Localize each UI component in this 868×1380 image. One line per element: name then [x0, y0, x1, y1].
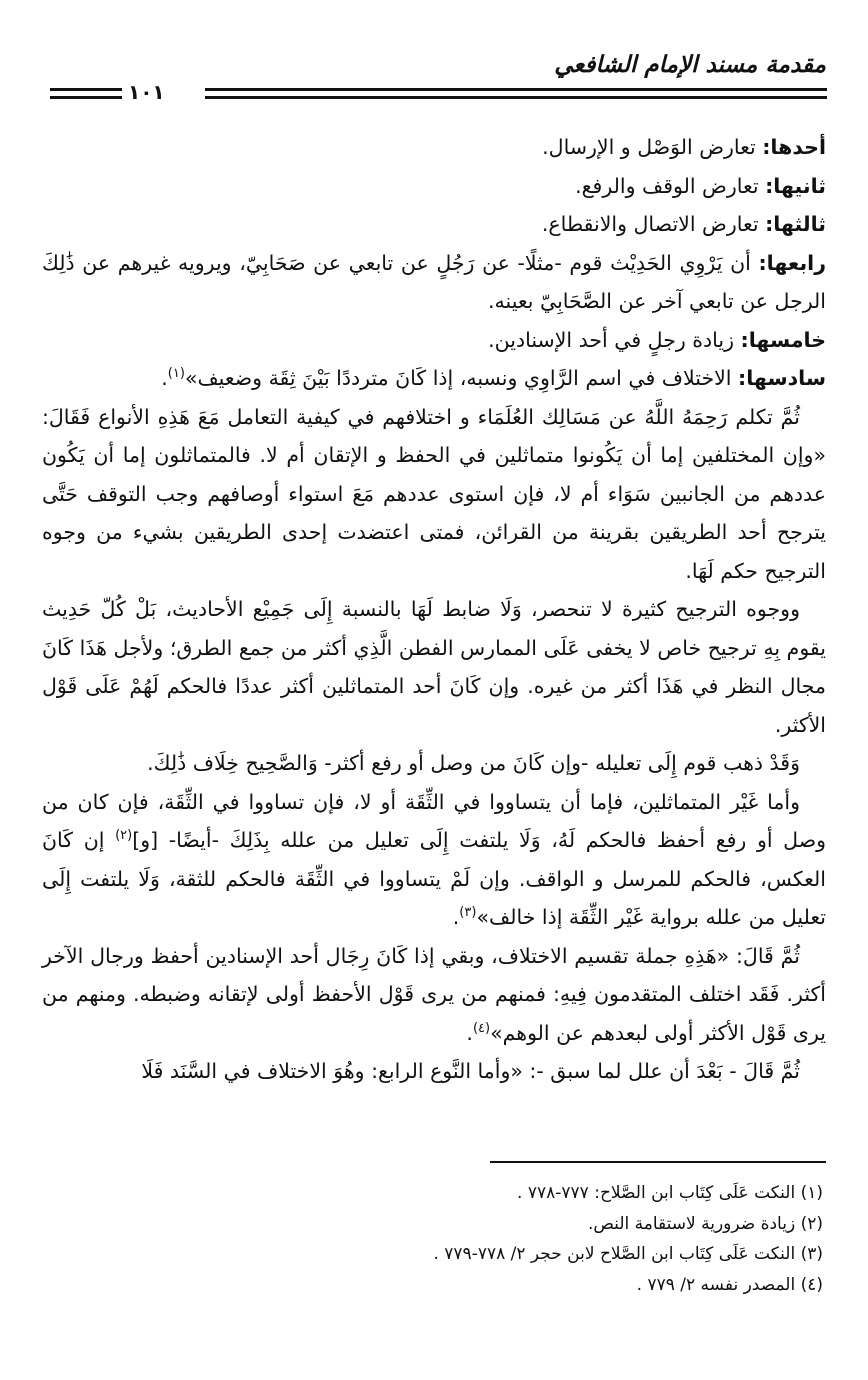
paragraph: وَقَدْ ذهب قوم إِلَى تعليله -وإن كَانَ من وصل أو رفع أكثر- وَالصَّحِيح خِلَاف ذَٰلِكَ. [147, 751, 800, 775]
footnote-ref[interactable]: (٣) [459, 905, 477, 921]
item-text: تعارض الاتصال والانقطاع. [541, 212, 766, 236]
item-label: رابعها: [758, 250, 826, 275]
paragraph [42, 783, 826, 937]
paragraph: ووجوه الترجيح كثيرة لا تنحصر، وَلَا ضابط لَهَا بالنسبة إِلَى جَمِيْع الأحاديث، بَلْ كُلّ حَدِيث يقوم بِهِ ترجيح خاص لا يخفى عَلَى الممارس الفطن الَّذِي أكثر من جمع الطرق؛ ولأجل هَذَا كَانَ مجال النظر في هَذَا أكثر من غيره. وإن كَانَ أحد المتماثلين أكثر عددًا فالحكم لَهُمْ عَلَى قَوْل الأكثر. [42, 597, 826, 737]
paragraph-text: ثُمَّ قَالَ: «هَذِهِ جملة تقسيم الاختلاف، وبقي إذا كَانَ رِجَال أحد الإسنادين أحفظ ورجال الآخر أكثر. فَقَد اختلف المتقدمون فِيهِ: فمنهم من يرى قَوْل الأحفظ أولى لإتقانه وضبطه. ومنهم من يرى قَوْل الأكثر أولى لبعدهم عن الوهم» [42, 943, 826, 1045]
footnote-ref[interactable]: (١) [167, 366, 185, 382]
footnote: (٣) النكت عَلَى كِتَاب ابن الصَّلاح لابن حجر ٢/ ٧٧٨-٧٧٩ . [433, 1244, 823, 1264]
item-text: تعارض الوقف والرفع. [575, 173, 766, 198]
footnote: (١) النكت عَلَى كِتَاب ابن الصَّلاح: ٧٧٧-٧٧٨ . [517, 1183, 823, 1203]
paragraph: ثُمَّ قَالَ - بَعْدَ أن علل لما سبق -: «وأما النَّوع الرابع: وهُوَ الاختلاف في السَّنَد فَلَا [141, 1059, 800, 1083]
footnote: (٤) المصدر نفسه ٢/ ٧٧٩ . [636, 1274, 823, 1295]
header-rule-left-bottom [50, 96, 122, 99]
page-number: ١٠١ [128, 80, 165, 104]
item-text: تعارض الوَصْل و الإرسال. [542, 135, 763, 159]
main-text [42, 128, 826, 1091]
list-item [42, 205, 826, 244]
paragraph-tail: . [466, 1020, 473, 1045]
list-item [42, 359, 826, 398]
item-label: خامسها: [740, 327, 826, 352]
paragraph-text: وأما غَيْر المتماثلين، فإما أن يتساووا في الثِّقَة أو لا، فإن تساووا في الثِّقَة، فإن كان من وصل أو رفع أحفظ فالحكم لَهُ، وَلَا يلتفت إِلَى تعليل من علله بِذَلِكَ -أيضًا- [و] [42, 789, 826, 852]
footnote-ref[interactable]: (٢) [115, 828, 133, 844]
list-item [42, 244, 826, 321]
list-item [42, 321, 826, 360]
list-item [42, 128, 826, 167]
footnote-ref[interactable]: (٤) [472, 1020, 491, 1036]
item-text: زيادة رجلٍ في أحد الإسنادين. [488, 327, 741, 352]
header-rule-right-bottom [205, 96, 827, 99]
item-label: أحدها: [762, 135, 826, 159]
list-item [42, 167, 826, 206]
paragraph-text: إن كَانَ العكس، فالحكم للمرسل و الواقف. وإن لَمْ يتساووا في الثِّقَة فالحكم للثقة، وَلَا يلتفت إِلَى تعليل من علله برواية غَيْر الثِّقَة إذا خالف» [42, 828, 826, 929]
item-label: ثالثها: [765, 212, 826, 236]
footnotes [123, 1178, 823, 1300]
item-text: أن يَرْوِي الحَدِيْث قوم -مثلًا- عن رَجُلٍ عن تابعي عن صَحَابِيّ، ويرويه غيرهم عن ذَٰلِكَ الرجل عن تابعي آخر عن الصَّحَابِيّ بعينه. [42, 250, 826, 313]
paragraph: ثُمَّ تكلم رَحِمَهُ اللَّهُ عن مَسَالِك العُلَمَاء و اختلافهم في كيفية التعامل مَعَ هَذِهِ الأنواع فَقَالَ: «وإن المختلفين إما أن يَكُونوا متماثلين في الحفظ و الإتقان أم لا. فالمتماثلون إما أن يَكُون عددهم من الجانبين سَوَاء أم لا، فإن استوى عددهم مَعَ استواء أوصافهم وجب التوقف حَتَّى يترجح أحد الطريقين بقرينة من القرائن، فمتى اعتضدت إحدى الطريقين بشيء من وجوه الترجيح حكم لَهَا. [42, 404, 826, 583]
item-label: سادسها: [738, 366, 826, 390]
item-text: الاختلاف في اسم الرَّاوِي ونسبه، إذا كَانَ مترددًا بَيْنَ ثِقَة وضعيف» [184, 366, 739, 390]
footnote: (٢) زيادة ضرورية لاستقامة النص. [587, 1213, 823, 1234]
item-tail: . [161, 366, 168, 390]
paragraph [42, 937, 826, 1053]
footnote-separator [490, 1161, 826, 1163]
item-label: ثانيها: [765, 173, 826, 198]
header-rule-right-top [205, 88, 827, 91]
running-header-title: مقدمة مسند الإمام الشافعي [554, 52, 826, 78]
paragraph-tail: . [452, 905, 460, 929]
header-rule-left-top [50, 88, 122, 91]
